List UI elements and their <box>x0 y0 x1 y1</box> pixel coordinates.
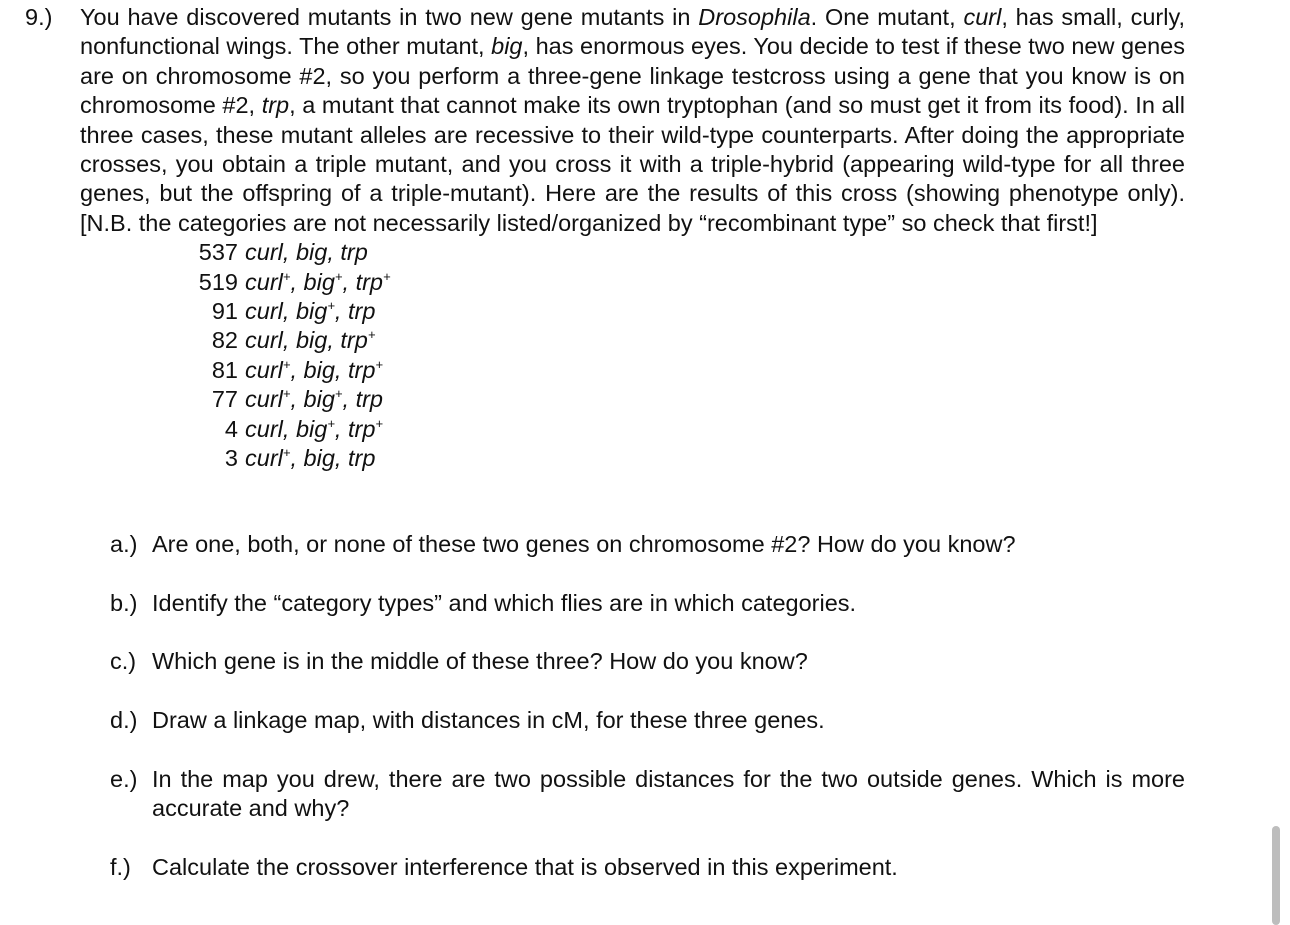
separator: , <box>290 386 304 413</box>
wild-type-superscript: + <box>282 268 291 284</box>
gene-name: curl <box>245 268 283 295</box>
allele-big <box>304 269 343 295</box>
separator: , <box>282 327 296 354</box>
phenotype <box>245 268 391 297</box>
allele-big <box>304 445 335 471</box>
separator: , <box>334 298 348 325</box>
gene-name: trp <box>347 298 376 325</box>
separator: , <box>282 239 296 266</box>
phenotype <box>245 356 383 385</box>
gene-name: curl <box>245 386 283 413</box>
allele-curl <box>245 239 283 265</box>
sub-question-text: Are one, both, or none of these two genes on chromosome #2? How do you know? <box>152 531 1016 557</box>
allele-curl <box>245 445 290 471</box>
offspring-count: 519 <box>198 268 238 295</box>
sub-question-label: c.) <box>110 648 137 675</box>
cross-results-list <box>194 238 1185 473</box>
result-row <box>194 326 1185 355</box>
text-run: , a mutant that cannot make its own tryptophan (and so must get it from its food). In all three cases, these mutant alleles are recessive to their wild-type counterparts. After doing the appropriate crosses, you obtain a triple mutant, and you cross it with a triple-hybrid (appearing wild-type for all three genes, but the offspring of a triple-mutant). Here are the results of this cross (showing phenotype only). [N.B. the categories are not necessarily listed/organized by “recombinant type” so check that first!] <box>80 92 1185 236</box>
sub-question <box>110 589 1185 618</box>
wild-type-superscript: + <box>334 268 343 284</box>
italic-term: big <box>491 33 523 60</box>
scrollbar-thumb[interactable] <box>1272 826 1280 925</box>
allele-trp <box>348 416 383 442</box>
text-run: . One mutant, <box>810 4 964 30</box>
result-row <box>194 444 1185 473</box>
result-row <box>194 385 1185 414</box>
sub-question-label: d.) <box>110 707 138 734</box>
phenotype <box>245 238 368 267</box>
phenotype <box>245 297 375 326</box>
allele-big <box>296 327 327 353</box>
gene-name: trp <box>340 327 368 354</box>
result-row <box>194 238 1185 267</box>
sub-question-text: Which gene is in the middle of these three? How do you know? <box>152 648 808 675</box>
separator: , <box>334 415 348 442</box>
sub-question-text: In the map you drew, there are two possible distances for the two outside genes. Which is more accurate and why? <box>152 765 1185 822</box>
wild-type-superscript: + <box>282 386 291 402</box>
allele-trp <box>340 239 367 265</box>
allele-trp <box>348 357 383 383</box>
allele-curl <box>245 298 283 324</box>
separator: , <box>282 415 296 442</box>
gene-name: big <box>295 239 328 266</box>
italic-term: Drosophila <box>698 4 811 30</box>
separator: , <box>327 327 341 354</box>
wild-type-superscript: + <box>282 356 291 372</box>
result-row <box>194 297 1185 326</box>
gene-name: trp <box>347 445 376 472</box>
phenotype <box>245 385 383 414</box>
gene-name: big <box>303 356 335 383</box>
question-text <box>80 3 1185 238</box>
separator: , <box>342 386 356 413</box>
phenotype <box>245 444 375 473</box>
result-row <box>194 268 1185 297</box>
gene-name: curl <box>245 298 283 325</box>
italic-term: trp <box>261 92 290 119</box>
wild-type-superscript: + <box>375 356 383 372</box>
italic-term: curl <box>963 4 1002 30</box>
sub-question <box>110 765 1185 824</box>
sub-question <box>110 853 1185 882</box>
offspring-count: 91 <box>211 298 238 325</box>
allele-big <box>296 416 335 442</box>
allele-big <box>296 239 327 265</box>
phenotype <box>245 326 375 355</box>
text-run: , has small, curly, nonfunctional wings. The other mutant, <box>80 4 1186 60</box>
wild-type-superscript: + <box>282 445 291 461</box>
allele-curl <box>245 357 290 383</box>
allele-curl <box>245 269 290 295</box>
gene-name: curl <box>245 415 283 442</box>
wild-type-superscript: + <box>375 415 383 431</box>
sub-questions <box>110 530 1185 912</box>
result-row <box>194 415 1185 444</box>
separator: , <box>327 239 341 266</box>
offspring-count: 82 <box>211 327 238 354</box>
gene-name: trp <box>347 415 376 442</box>
allele-trp <box>348 298 375 324</box>
sub-question-label: f.) <box>110 853 131 880</box>
separator: , <box>290 356 304 383</box>
allele-big <box>304 386 343 412</box>
question-block <box>25 3 1185 474</box>
gene-name: curl <box>245 445 283 472</box>
offspring-count: 77 <box>211 386 238 413</box>
allele-trp <box>356 269 391 295</box>
result-row <box>194 356 1185 385</box>
allele-big <box>304 357 335 383</box>
sub-question-label: a.) <box>110 531 138 557</box>
allele-big <box>296 298 335 324</box>
offspring-count: 4 <box>224 415 238 442</box>
gene-name: big <box>303 268 335 295</box>
gene-name: curl <box>245 327 283 354</box>
phenotype <box>245 415 383 444</box>
separator: , <box>290 445 304 472</box>
gene-name: big <box>303 445 335 472</box>
sub-question-label: b.) <box>110 589 138 616</box>
gene-name: big <box>295 327 328 354</box>
sub-question-text: Identify the “category types” and which flies are in which categories. <box>152 589 857 616</box>
allele-curl <box>245 386 290 412</box>
allele-trp <box>348 445 375 471</box>
separator: , <box>342 268 356 295</box>
gene-name: curl <box>245 356 283 383</box>
separator: , <box>290 268 304 295</box>
gene-name: big <box>295 415 328 442</box>
gene-name: trp <box>355 268 383 295</box>
gene-name: big <box>303 386 335 413</box>
allele-curl <box>245 327 283 353</box>
allele-trp <box>340 327 375 353</box>
allele-trp <box>356 386 383 412</box>
question-number: 9.) <box>25 4 53 30</box>
sub-question-label: e.) <box>110 765 138 792</box>
offspring-count: 81 <box>211 356 238 383</box>
sub-question-text: Calculate the crossover interference that is observed in this experiment. <box>152 853 898 880</box>
wild-type-superscript: + <box>327 298 335 314</box>
sub-question-text: Draw a linkage map, with distances in cM, for these three genes. <box>152 707 825 734</box>
separator: , <box>334 445 348 472</box>
allele-curl <box>245 416 283 442</box>
sub-question <box>110 647 1185 676</box>
text-run: , has enormous eyes. You decide to test if these two new genes are on chromosome #2, so you perform a three-gene linkage testcross using a gene that you know is on chromosome #2, <box>80 33 1185 119</box>
offspring-count: 537 <box>198 239 238 266</box>
text-run: You have discovered mutants in two new gene mutants in <box>80 4 699 30</box>
separator: , <box>282 298 296 325</box>
wild-type-superscript: + <box>334 386 343 402</box>
wild-type-superscript: + <box>383 268 391 284</box>
gene-name: big <box>295 298 328 325</box>
gene-name: curl <box>245 239 283 266</box>
sub-question <box>110 706 1185 735</box>
separator: , <box>334 356 348 383</box>
wild-type-superscript: + <box>367 327 376 343</box>
gene-name: trp <box>347 356 376 383</box>
sub-question <box>110 530 1185 559</box>
gene-name: trp <box>340 239 368 266</box>
offspring-count: 3 <box>224 445 238 472</box>
wild-type-superscript: + <box>327 415 335 431</box>
gene-name: trp <box>355 386 383 413</box>
